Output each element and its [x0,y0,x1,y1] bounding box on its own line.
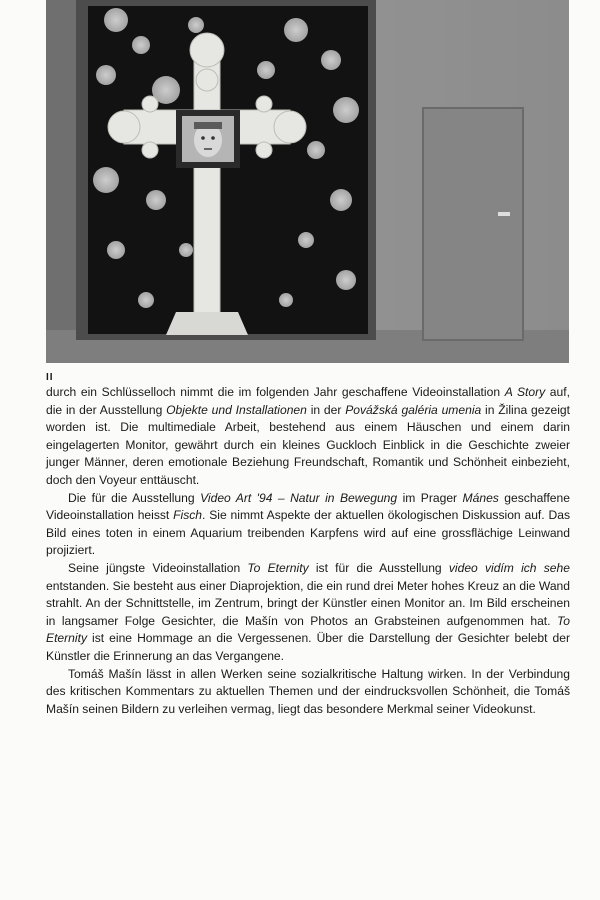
italic-text-segment: Objekte und Installationen [166,402,307,417]
paragraph-1 [46,384,570,490]
text-segment: ist eine Hommage an die Vergessenen. Über die Darstellung der Gesichter belebt der Künstler die Erinnerung an das Vergangene. [46,631,570,663]
text-segment: auf, die in der Ausstellung [46,385,570,417]
cross-installation-image [46,0,569,363]
text-segment: Seine jüngste Videoinstallation [68,560,248,575]
text-segment: Tomáš Mašín lässt in allen Werken seine sozialkritische Haltung wirken. In der Verbindung des kritischen Kommentars zu aktuellen Themen und der eindrucksvollen Schönheit, die Tomáš Mašín seinen Bildern zu verleihen vermag, liegt das besondere Merkmal seiner Videokunst. [46,666,570,716]
figure-photo [46,0,569,363]
italic-text-segment: Fisch [173,508,203,523]
body-text [46,384,570,718]
italic-text-segment: To Eternity [247,560,309,575]
text-segment: ist für die Ausstellung [308,560,449,575]
text-segment: Die für die Ausstellung [68,490,201,505]
italic-text-segment: A Story [504,385,546,399]
paragraph-4 [46,666,570,719]
text-segment: . Sie nimmt Aspekte der aktuellen ökologischen Diskussion auf. Das Bild eines toten in einem Aquarium treibenden Karpfens wird auf eine grossflächige Leinwand projiziert. [46,508,570,558]
text-segment: in der [306,402,346,417]
italic-text-segment: Mánes [462,490,499,505]
text-segment: in Žilina gezeigt worden ist. Die multimediale Arbeit, bestehend aus einem Häuschen und einem darin eingelagerten Monitor, gewährt durch ein kleines Guckloch Einblick in die Geschichte zweier junger Männer, deren emotionale Beziehung Freundschaft, Romantik und Schönheit einbezieht, doch den Voyeur enttäuscht. [46,402,570,487]
italic-text-segment: To Eternity [46,613,570,646]
text-segment: durch ein Schlüsselloch nimmt die im folgenden Jahr geschaffene Videoinstallation [46,385,505,399]
figure-label: II [46,372,54,383]
paragraph-2 [46,490,570,560]
italic-text-segment: Povážská galéria umenia [345,402,482,417]
text-segment: geschaffene Videoinstallation heisst [46,490,570,523]
text-segment: entstanden. Sie besteht aus einer Diaprojektion, die ein rund drei Meter hohes Kreuz an die Wand strahlt. An der Schnittstelle, im Zentrum, bringt der Künstler einen Monitor an. Im Bild erscheinen in langsamer Folge Gesichter, die Mašín von Photos an Grabsteinen aufgenommen hat. [46,578,570,628]
italic-text-segment: video vidím ich sehe [448,560,570,575]
italic-text-segment: Video Art '94 – Natur in Bewegung [200,490,398,505]
paragraph-3 [46,560,570,666]
text-segment: im Prager [397,490,463,505]
